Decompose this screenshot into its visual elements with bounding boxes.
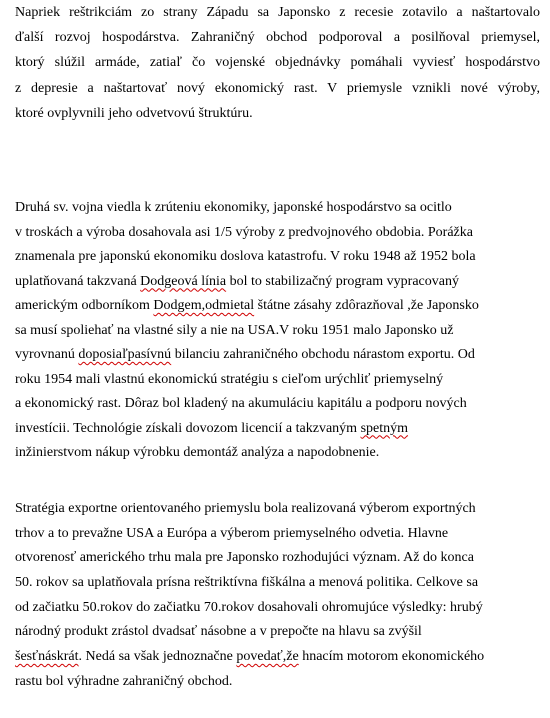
text-line: od začiatku 50.rokov do začiatku 70.rokov dosahovali ohromujúce výsledky: hrubý bbox=[15, 599, 483, 615]
text-line: znamenala pre japonskú ekonomiku doslova katastrofu. V roku 1948 až 1952 bola bbox=[15, 249, 476, 264]
text-line bbox=[15, 294, 540, 319]
paragraph-1 bbox=[15, 0, 540, 126]
spellcheck-flagged-word[interactable]: povedať,že bbox=[236, 649, 299, 665]
text-segment: vyrovnanú bbox=[15, 347, 79, 362]
text-line: ďalší rozvoj hospodárstva. Zahraničný obchod podporoval a posilňoval priemysel, bbox=[15, 30, 540, 46]
text-line: národný produkt zrástol dvadsať násobne a v prepočte na hlavu sa zvýšil bbox=[15, 624, 422, 640]
text-line: roku 1954 mali vlastnú ekonomickú stratégiu s cieľom urýchliť priemyselný bbox=[15, 371, 444, 387]
text-segment: . Nedá sa však jednoznačne bbox=[78, 649, 237, 665]
text-segment: bilanciu zahraničného obchodu nárastom exportu. Od bbox=[171, 347, 475, 362]
text-line: otvorenosť amerického trhu mala pre Japonsko rozhodujúci význam. Až do konca bbox=[15, 550, 474, 566]
spellcheck-flagged-word[interactable]: Dodgem,odmietal bbox=[153, 298, 255, 313]
text-line: Stratégia exportne orientovaného priemyslu bola realizovaná výberom exportných bbox=[15, 501, 476, 516]
text-segment: uplatňovaná takzvaná bbox=[15, 273, 141, 289]
text-line: a ekonomický rast. Dôraz bol kladený na akumuláciu kapitálu a podporu nových bbox=[15, 396, 467, 411]
text-line: sa musí spoliehať na vlastné sily a nie na USA.V roku 1951 malo Japonsko už bbox=[15, 322, 454, 338]
text-segment: hnacím motorom ekonomického bbox=[298, 649, 485, 665]
text-line: Napriek reštrikciám zo strany Západu sa Japonsko z recesie zotavilo a naštartovalo bbox=[15, 5, 540, 20]
text-line: trhov a to prevažne USA a Európa a výberom priemyselného odvetia. Hlavne bbox=[15, 525, 449, 541]
text-segment: štátne zásahy zdôrazňoval ,že Japonsko bbox=[254, 298, 479, 313]
text-segment: bol to stabilizačný program vypracovaný bbox=[226, 273, 459, 289]
spellcheck-flagged-word[interactable]: Dodgeová línia bbox=[140, 273, 227, 289]
text-line: z depresie a naštartovať nový ekonomický rast. V priemysle vznikli nové výroby, bbox=[15, 80, 540, 96]
text-line bbox=[15, 645, 540, 670]
text-segment: americkým odborníkom bbox=[15, 298, 154, 313]
text-line: v troskách a výroba dosahovala asi 1/5 výroby z predvojnového obdobia. Porážka bbox=[15, 224, 473, 240]
text-line: rastu bol výhradne zahraničný obchod. bbox=[15, 673, 233, 689]
text-line: ktorý slúžil armáde, zatiaľ čo vojenské objednávky pomáhali vyviesť hospodárstvo bbox=[15, 55, 540, 71]
text-line: 50. rokov sa uplatňovala prísna reštriktívna fiškálna a menová politika. Celkove sa bbox=[15, 575, 479, 591]
paragraph-3 bbox=[15, 497, 540, 695]
text-line: ktoré ovplyvnili jeho odvetvovú štruktúru. bbox=[15, 105, 253, 121]
text-segment: investícii. Technológie získali dovozom licencií a takzvaným bbox=[15, 420, 361, 436]
spellcheck-flagged-word[interactable]: spetným bbox=[360, 420, 409, 436]
text-line bbox=[15, 417, 540, 442]
text-line: inžinierstvom nákup výrobku demontáž analýza a napodobnenie. bbox=[15, 445, 380, 460]
text-line: Druhá sv. vojna viedla k zrúteniu ekonomiky, japonské hospodárstvo sa ocitlo bbox=[15, 200, 452, 215]
spellcheck-flagged-word[interactable]: šesťnáskrát bbox=[15, 649, 79, 665]
spellcheck-flagged-word[interactable]: doposiaľpasívnú bbox=[78, 347, 172, 362]
text-line bbox=[15, 343, 540, 368]
text-line bbox=[15, 270, 540, 295]
paragraph-2 bbox=[15, 196, 540, 466]
